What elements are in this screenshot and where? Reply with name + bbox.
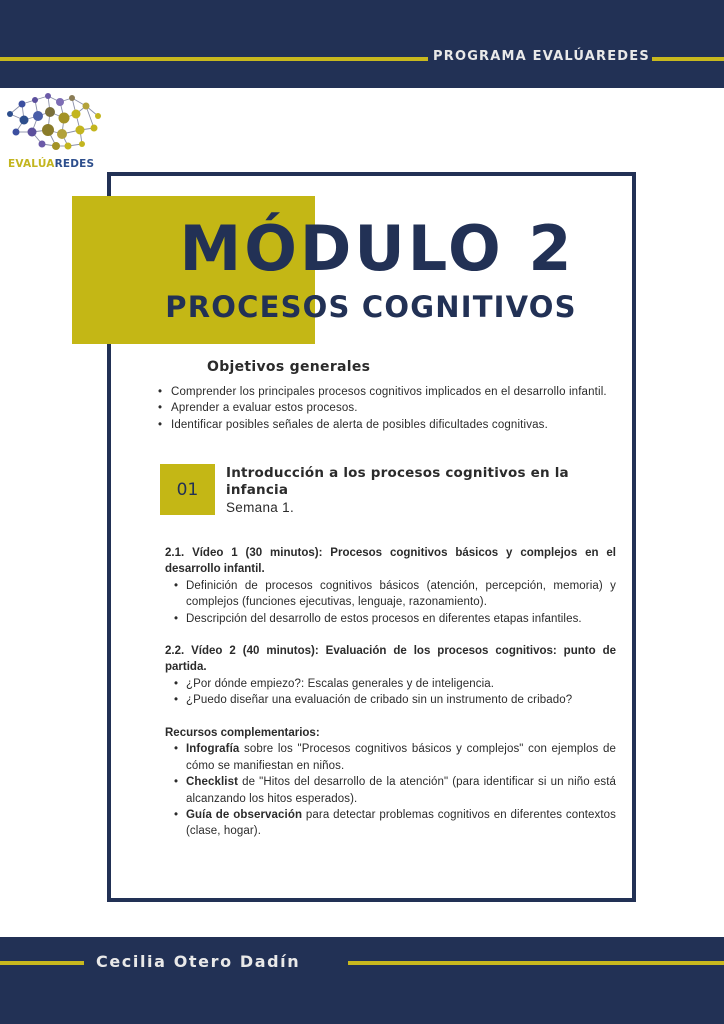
list-item: • Identificar posibles señales de alerta de posibles dificultades cognitivas. (158, 417, 616, 433)
video2-list (174, 676, 616, 709)
module-title: MÓDULO 2 (179, 212, 575, 285)
objectives-list (158, 384, 616, 433)
logo-text-redes: REDES (54, 158, 95, 170)
list-item: • ¿Por dónde empiezo?: Escalas generales y de inteligencia. (174, 676, 616, 692)
list-item: • Descripción del desarrollo de estos procesos en diferentes etapas infantiles. (174, 611, 616, 627)
resource-description: de "Hitos del desarrollo de la atención" (para identificar si un niño está alcanzando los hitos esperados). (186, 776, 616, 805)
video1-title: 2.1. Vídeo 1 (30 minutos): Procesos cognitivos básicos y complejos en el desarrollo infantil. (165, 547, 616, 576)
top-header-bar (0, 0, 724, 88)
unit-week: Semana 1. (226, 500, 294, 515)
list-item (174, 741, 616, 774)
resource-description: para detectar problemas cognitivos en diferentes contextos (clase, hogar). (186, 809, 616, 838)
logo-text-evalua: EVALÚA (8, 158, 55, 170)
module-subtitle: PROCESOS COGNITIVOS (165, 290, 577, 324)
list-item: • ¿Puedo diseñar una evaluación de cribado sin un instrumento de cribado? (174, 692, 616, 708)
unit-number-badge: 01 (160, 464, 215, 515)
resources-section (165, 725, 616, 840)
logo-wordmark (8, 158, 94, 170)
resources-title: Recursos complementarios: (165, 727, 320, 739)
network-nodes-icon (2, 90, 107, 156)
footer-bar (0, 937, 724, 1024)
program-name: PROGRAMA EVALÚAREDES (433, 49, 650, 64)
video2-title: 2.2. Vídeo 2 (40 minutos): Evaluación de los procesos cognitivos: punto de partida. (165, 645, 616, 674)
resource-name: Infografía (186, 743, 240, 756)
list-item (174, 774, 616, 807)
resources-list (174, 741, 616, 839)
list-item: • Aprender a evaluar estos procesos. (158, 400, 616, 416)
author-name: Cecilia Otero Dadín (96, 952, 301, 971)
list-item: • Definición de procesos cognitivos básicos (atención, percepción, memoria) y complejos (funciones ejecutivas, lenguaje, razonamiento). (174, 578, 616, 611)
objectives-heading: Objetivos generales (207, 359, 371, 375)
header-divider-left (0, 57, 428, 61)
list-item (174, 807, 616, 840)
resource-name: Guía de observación (186, 809, 303, 822)
unit-title: Introducción a los procesos cognitivos en la infancia (226, 465, 569, 498)
footer-divider-left (0, 961, 84, 965)
header-divider-right (652, 57, 724, 61)
video1-section (165, 545, 616, 627)
resource-description: sobre los "Procesos cognitivos básicos y complejos" con ejemplos de cómo se manifiestan en niños. (186, 743, 616, 772)
video1-list (174, 578, 616, 627)
footer-divider-right (348, 961, 724, 965)
resource-name: Checklist (186, 776, 239, 789)
logo (2, 90, 107, 172)
video2-section (165, 643, 616, 709)
list-item: • Comprender los principales procesos cognitivos implicados en el desarrollo infantil. (158, 384, 616, 400)
